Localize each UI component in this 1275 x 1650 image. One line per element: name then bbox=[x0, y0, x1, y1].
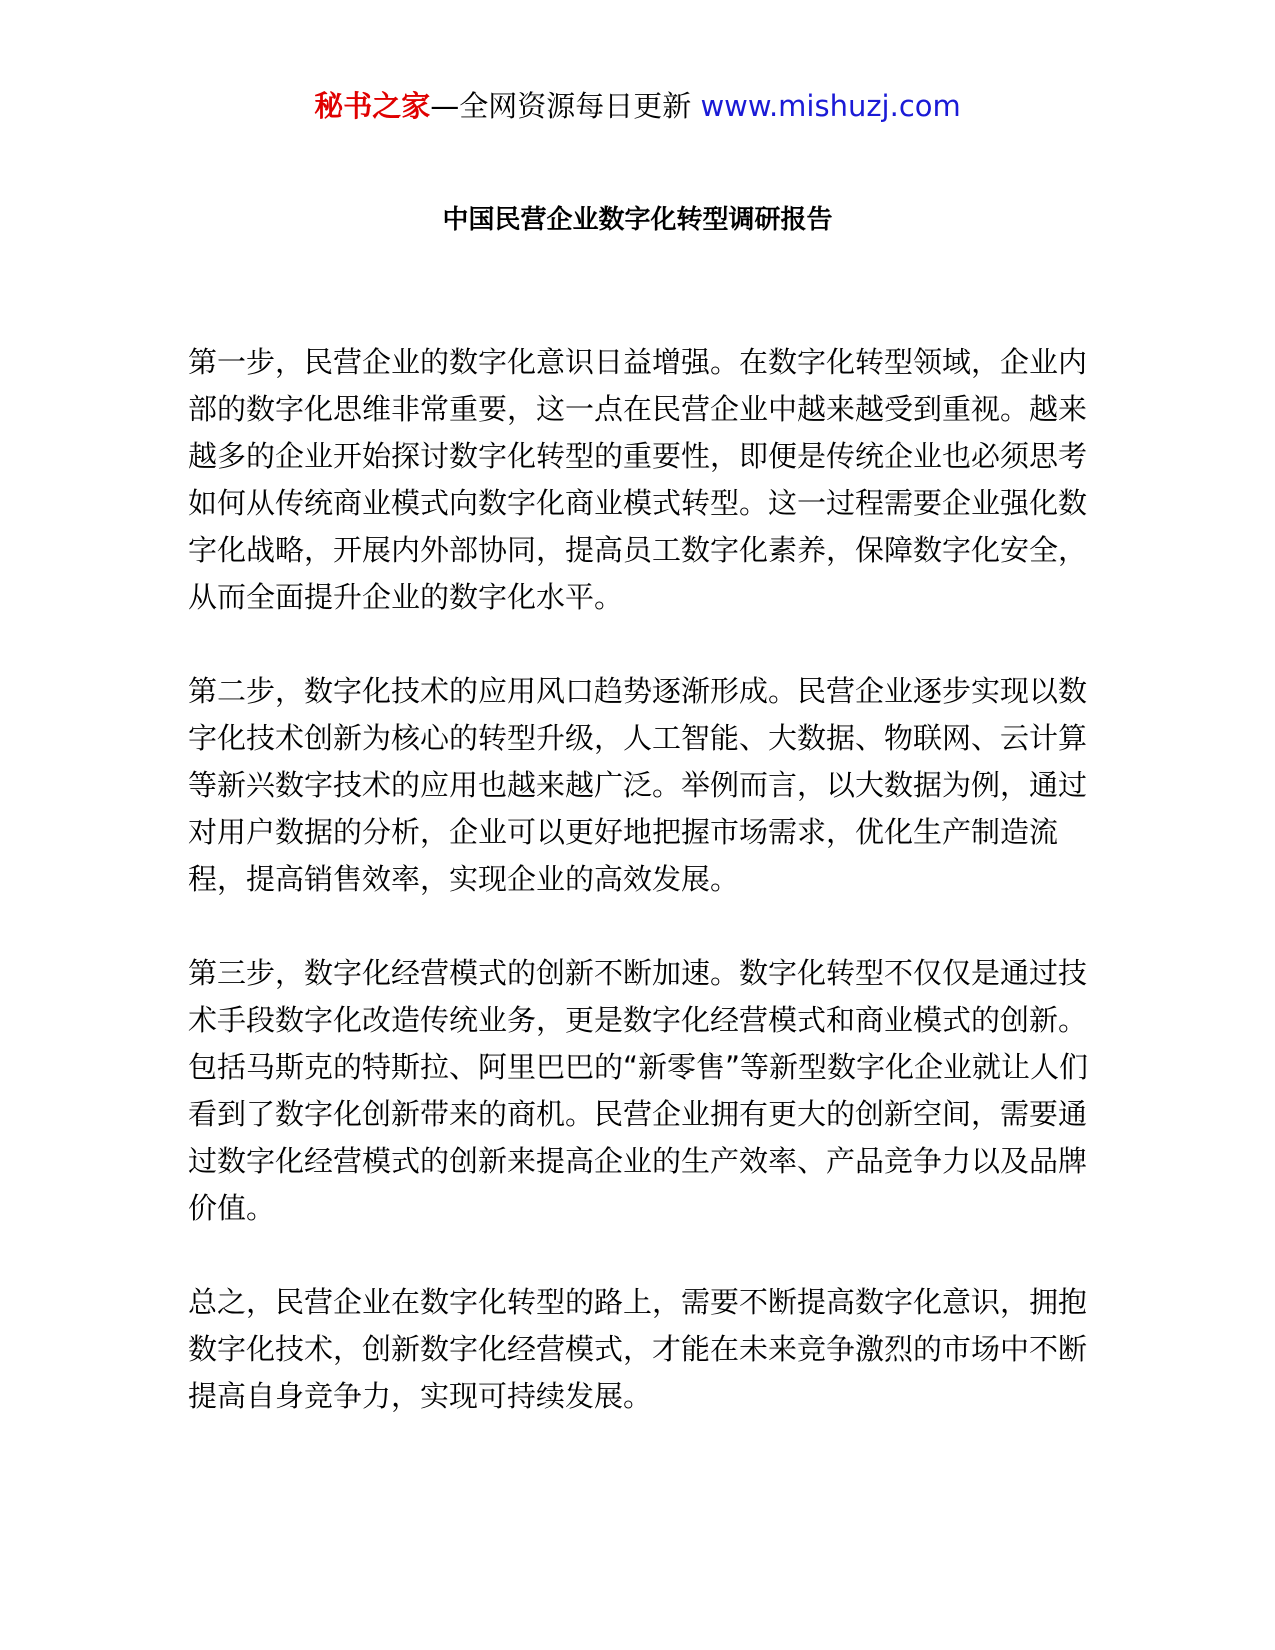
site-url-link[interactable]: www.mishuzj.com bbox=[700, 89, 961, 123]
paragraph-step-three: 第三步，数字化经营模式的创新不断加速。数字化转型不仅仅是通过技术手段数字化改造传统业务，更是数字化经营模式和商业模式的创新。包括马斯克的特斯拉、阿里巴巴的“新零售”等新型数字化企业就让人们看到了数字化创新带来的商机。民营企业拥有更大的创新空间，需要通过数字化经营模式的创新来提高企业的生产效率、产品竞争力以及品牌价值。 bbox=[188, 956, 1089, 1225]
paragraph-step-two: 第二步，数字化技术的应用风口趋势逐渐形成。民营企业逐步实现以数字化技术创新为核心的转型升级，人工智能、大数据、物联网、云计算等新兴数字技术的应用也越来越广泛。举例而言，以大数据为例，通过对用户数据的分析，企业可以更好地把握市场需求，优化生产制造流程，提高销售效率，实现企业的高效发展。 bbox=[188, 674, 1088, 896]
site-tagline: —全网资源每日更新 bbox=[430, 89, 701, 123]
document-body bbox=[188, 339, 1108, 1420]
site-header bbox=[0, 86, 1275, 126]
site-brand: 秘书之家 bbox=[314, 89, 431, 123]
paragraph-step-one: 第一步，民营企业的数字化意识日益增强。在数字化转型领域，企业内部的数字化思维非常重要，这一点在民营企业中越来越受到重视。越来越多的企业开始探讨数字化转型的重要性，即便是传统企业也必须思考如何从传统商业模式向数字化商业模式转型。这一过程需要企业强化数字化战略，开展内外部协同，提高员工数字化素养，保障数字化安全，从而全面提升企业的数字化水平。 bbox=[188, 345, 1088, 614]
document-title: 中国民营企业数字化转型调研报告 bbox=[442, 205, 833, 235]
paragraph-conclusion: 总之，民营企业在数字化转型的路上，需要不断提高数字化意识，拥抱数字化技术，创新数字化经营模式，才能在未来竞争激烈的市场中不断提高自身竞争力，实现可持续发展。 bbox=[188, 1285, 1088, 1413]
